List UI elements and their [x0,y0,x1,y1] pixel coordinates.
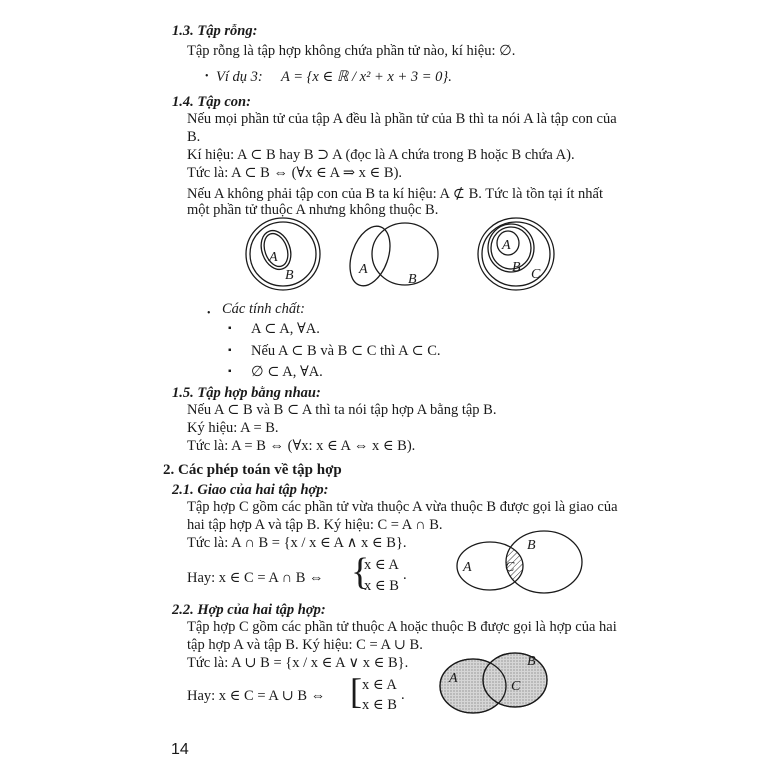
empty-set-definition: Tập rỗng là tập hợp không chứa phần tử nào, kí hiệu: ∅. [187,43,516,59]
label-a: A [359,262,368,277]
label-b: B [527,538,536,553]
section-2-heading: 2. Các phép toán về tập hợp [163,462,342,478]
intersection-definition-line1: Tập hợp C gồm các phần tử vừa thuộc A vừa thuộc B được gọi là giao của [187,499,618,515]
venn-subset-diagram [246,218,320,290]
page-number: 14 [171,741,189,758]
system-bracket: [ [350,671,362,711]
section-2-1-heading: 2.1. Giao của hai tập hợp: [172,482,329,498]
subset-notation: Kí hiệu: A ⊂ B hay B ⊃ A (đọc là A chứa trong B hoặc B chứa A). [187,147,575,163]
subset-definition-line1: Nếu mọi phần tử của tập A đều là phần tử của B thì ta nói A là tập con của [187,111,617,127]
intersection-end-period: . [403,567,407,583]
not-subset-line2: một phần tử thuộc A nhưng không thuộc B. [187,202,439,218]
intersection-definition-line2: hai tập hợp A và tập B. Ký hiệu: C = A ∩ B. [187,517,443,533]
system-brace: { [351,551,370,593]
union-condition-2: x ∈ B [362,697,397,713]
label-b: B [285,268,294,283]
example-3-formula: A = {x ∈ ℝ / x² + x + 3 = 0}. [281,69,452,85]
not-subset-line1: Nếu A không phải tập con của B ta kí hiệu: A ⊄ B. Tức là tồn tại ít nhất [187,186,604,202]
label-a: A [269,250,278,265]
subset-definition-line2: B. [187,129,201,145]
section-1-3-heading: 1.3. Tập rỗng: [172,23,258,39]
section-2-2-heading: 2.2. Hợp của hai tập hợp: [172,602,326,618]
section-1-5-heading: 1.5. Tập hợp bằng nhau: [172,385,321,401]
union-set-builder: Tức là: A ∪ B = {x / x ∈ A ∨ x ∈ B}. [187,655,409,671]
label-c: C [531,267,541,282]
bullet-icon: • [205,71,209,82]
label-a: A [449,671,458,686]
equal-sets-meaning: Tức là: A = B ⇔ (∀x: x ∈ A ⇔ x ∈ B). [187,438,416,454]
union-venn-diagram [440,653,547,713]
label-a: A [502,238,511,253]
union-equivalence: Hay: x ∈ C = A ∪ B ⇔ [187,688,326,704]
property-1: A ⊂ A, ∀A. [251,321,320,337]
square-bullet-icon: ▪ [228,323,232,334]
venn-transitive-diagram [478,218,554,290]
subset-meaning: Tức là: A ⊂ B ⇔ (∀x ∈ A ⇒ x ∈ B). [187,165,403,181]
square-bullet-icon: ▪ [228,366,232,377]
equal-sets-definition: Nếu A ⊂ B và B ⊂ A thì ta nói tập hợp A bằng tập B. [187,402,497,418]
label-c: C [511,679,521,694]
bullet-icon: • [207,308,211,319]
intersection-condition-1: x ∈ A [364,557,399,573]
property-2: Nếu A ⊂ B và B ⊂ C thì A ⊂ C. [251,343,441,359]
intersection-equivalence: Hay: x ∈ C = A ∩ B ⇔ [187,570,324,586]
property-3: ∅ ⊂ A, ∀A. [251,364,323,380]
union-condition-1: x ∈ A [362,677,397,693]
intersection-condition-2: x ∈ B [364,578,399,594]
example-3-label: Ví dụ 3: [216,69,263,85]
equal-sets-notation: Ký hiệu: A = B. [187,420,279,436]
label-b: B [408,272,417,287]
label-b: B [512,260,521,275]
union-definition-line2: tập hợp A và tập B. Ký hiệu: C = A ∪ B. [187,637,423,653]
square-bullet-icon: ▪ [228,345,232,356]
section-1-4-heading: 1.4. Tập con: [172,94,251,110]
venn-not-subset-diagram [342,221,438,292]
union-end-period: . [401,687,405,703]
label-a: A [463,560,472,575]
union-definition-line1: Tập hợp C gồm các phần tử thuộc A hoặc thuộc B được gọi là hợp của hai [187,619,617,635]
label-c: C [505,560,515,575]
label-b: B [527,654,536,669]
intersection-venn-diagram [457,531,582,593]
intersection-set-builder: Tức là: A ∩ B = {x / x ∈ A ∧ x ∈ B}. [187,535,407,551]
properties-heading: Các tính chất: [222,301,305,317]
